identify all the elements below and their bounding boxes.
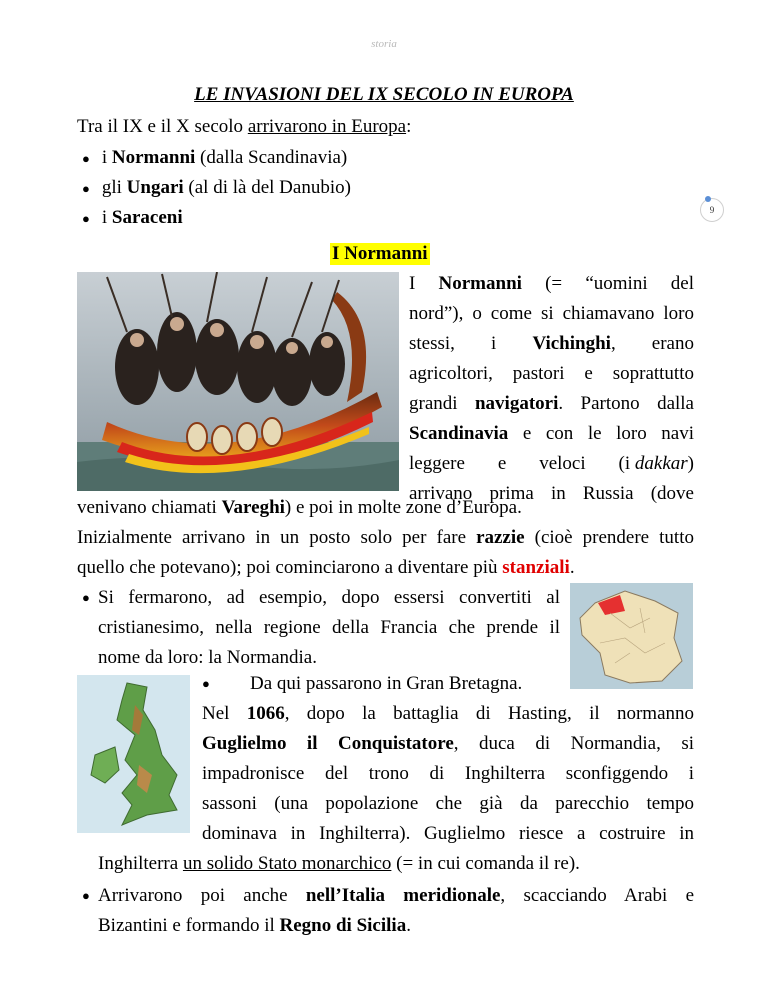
text-line: sassoni (una popolazione che già da parecchio tempo [202,793,694,814]
intro-line [77,115,411,139]
text-line: I Normanni (= “uomini del [409,273,694,294]
document-title: LE INVASIONI DEL IX SECOLO IN EUROPA [194,84,574,105]
text-line: leggere e veloci (i dakkar) [409,453,694,474]
text-line: quello che potevano); poi cominciarono a diventare più stanziali. [77,557,575,578]
intro-underlined: arrivarono in Europa [247,116,407,137]
text-line: Guglielmo il Conquistatore, duca di Normandia, si [202,733,694,754]
badge-dot-icon [705,196,711,202]
bullet-icon: ● [82,590,90,605]
intro-colon: : [406,116,412,137]
text-line: impadronisce del trono di Inghilterra sconfiggendo i [202,763,694,784]
intro-text: Tra il IX e il X secolo [77,116,248,137]
italy-paragraph [98,884,694,938]
bullet-icon: ● [202,676,210,691]
list-item: ● gli Ungari (al di là del Danubio) [82,177,351,198]
britain-paragraph [202,702,694,846]
text-line: grandi navigatori. Partono dalla [409,393,694,414]
list-item: ● i Saraceni [82,207,183,228]
text-line: nord”), o come si chiamavano loro [409,303,694,324]
text-line: dominava in Inghilterra). Guglielmo riesce a costruire in [202,823,694,844]
bullet-icon: ● [82,151,90,166]
viking-ship-image [77,272,399,491]
text-line: Bizantini e formando il Regno di Sicilia. [98,915,411,936]
bullet-icon: ● [82,181,90,196]
text-line: Scandinavia e con le loro navi [409,423,694,444]
section-heading: I Normanni [332,243,428,264]
text-line: Inizialmente arrivano in un posto solo per fare razzie (cioè prendere tutto [77,527,694,548]
text-line: venivano chiamati Vareghi) e poi in molte zone d’Europa. [77,497,522,518]
text-line: Inghilterra un solido Stato monarchico (= in cui comanda il re). [98,853,580,874]
bullet-icon: ● [82,211,90,226]
text-line: nome da loro: la Normandia. [98,647,317,668]
normanni-paragraph [409,272,694,506]
text-line: Si fermarono, ad esempio, dopo essersi convertiti al [98,587,560,608]
page-number: 9 [709,205,715,215]
britain-map-image [77,675,190,833]
text-line: stessi, i Vichinghi, erano [409,333,694,354]
text-line: arrivano prima in Russia (dove [409,483,694,504]
text-line: Da qui passarono in Gran Bretagna. [250,673,523,694]
text-line: Nel 1066, dopo la battaglia di Hasting, il normanno [202,703,695,724]
bullet-icon: ● [82,888,90,903]
page-number-badge [700,198,724,222]
list-item: ● i Normanni (dalla Scandinavia) [82,147,348,168]
france-map-image [570,583,693,689]
france-paragraph [98,586,560,670]
text-line: Arrivarono poi anche nell’Italia meridionale, scacciando Arabi e [98,885,694,906]
running-header: storia [371,38,397,50]
text-line: cristianesimo, nella regione della Francia che prende il [98,617,560,638]
text-line: agricoltori, pastori e soprattutto [409,363,694,384]
